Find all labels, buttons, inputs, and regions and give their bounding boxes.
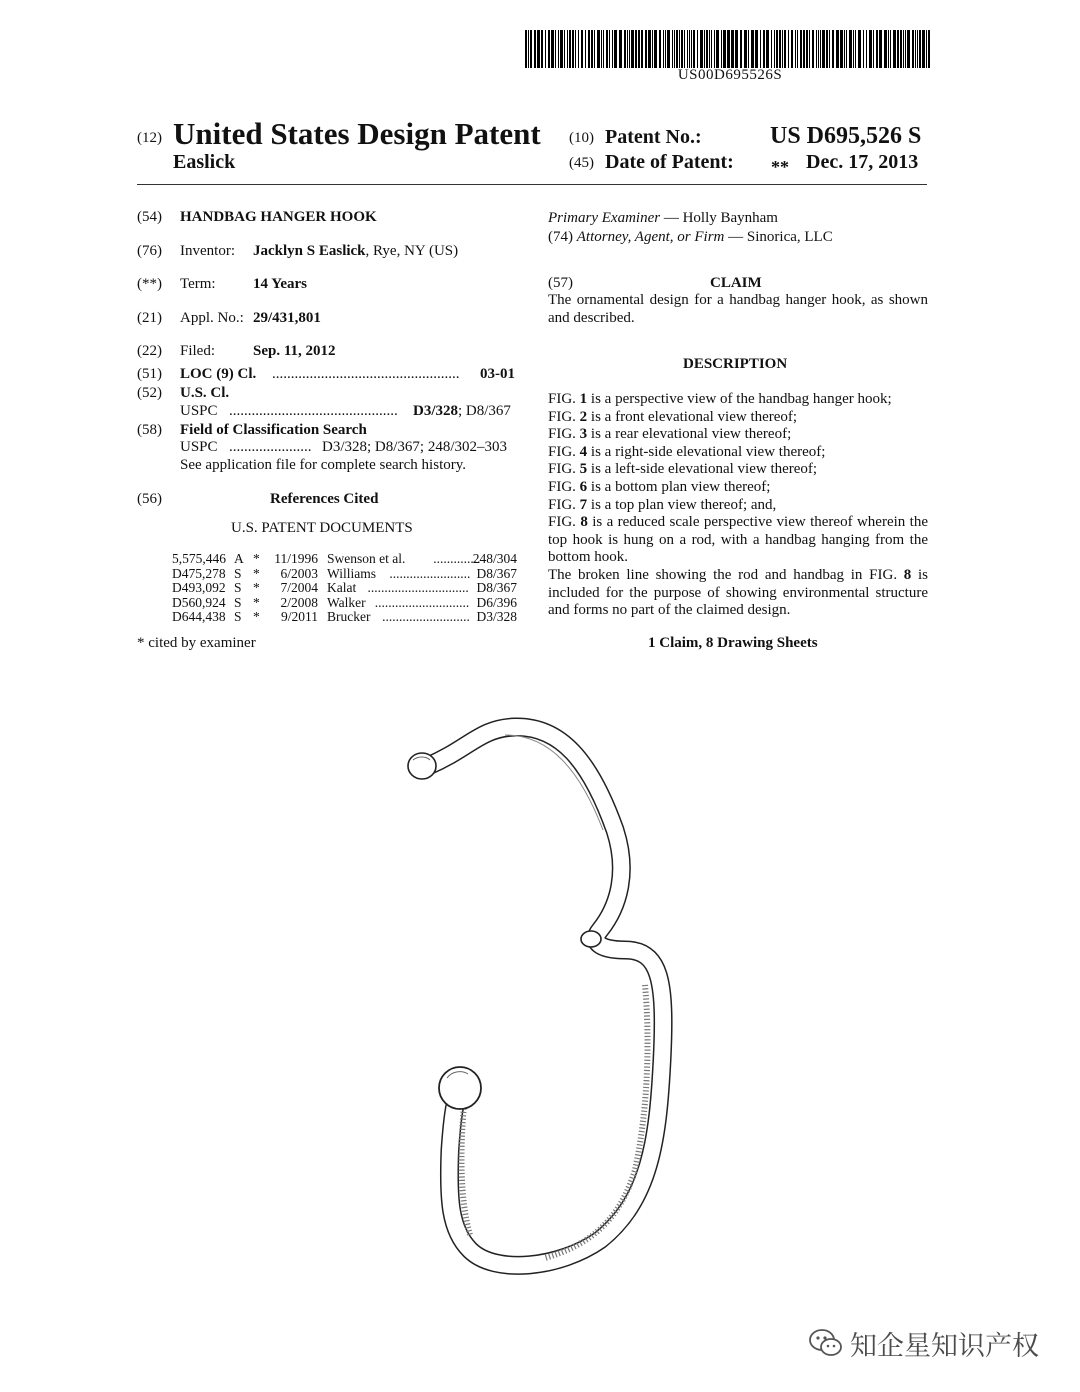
barcode-bar	[890, 30, 891, 68]
hook-shading-left	[462, 1105, 470, 1235]
reference-name: Walker	[327, 594, 366, 610]
reference-k: S	[234, 609, 242, 624]
barcode-bar	[832, 30, 834, 68]
figure-description-pre: FIG.	[548, 496, 580, 513]
barcode-bar	[631, 30, 634, 68]
figure-description-pre: FIG.	[548, 408, 580, 425]
hook-tube-outline	[428, 727, 663, 1265]
description-heading: DESCRIPTION	[683, 356, 788, 372]
barcode-bar	[797, 30, 798, 68]
barcode-bar	[629, 30, 630, 68]
reference-date: 9/2011	[281, 609, 318, 624]
barcode-bar	[849, 30, 852, 68]
barcode-bar	[748, 30, 749, 68]
hook-tube-fill	[428, 727, 663, 1265]
barcode-bar	[912, 30, 914, 68]
barcode-bar	[648, 30, 651, 68]
field-52-other-class: ; D8/367	[458, 403, 511, 419]
barcode-bar	[791, 30, 793, 68]
figure-description	[548, 479, 770, 497]
barcode-bar	[667, 30, 670, 68]
barcode-bar	[541, 30, 543, 68]
barcode-bar	[551, 30, 554, 68]
barcode-bar	[581, 30, 583, 68]
watermark-text: 知企星知识产权	[850, 1330, 1039, 1362]
barcode-bar	[564, 30, 565, 68]
fig-8-post: is a reduced scale perspective view thereof wherein the top hook is hung on a rod, with a handbag hanging from the bottom hook.	[548, 514, 928, 565]
barcode-bar	[922, 30, 925, 68]
figure-description	[548, 391, 892, 409]
cited-by-examiner-note: * cited by examiner	[137, 635, 256, 651]
barcode-bar	[735, 30, 738, 68]
reference-no: 5,575,446	[172, 551, 226, 566]
barcode-bar	[612, 30, 613, 68]
broken-line-post: is included for the purpose of showing environmental structure and forms no part of the claimed design.	[548, 567, 928, 618]
barcode-bar	[766, 30, 769, 68]
inventor-location: , Rye, NY (US)	[365, 243, 459, 259]
figure-description-n: 2	[579, 408, 588, 425]
field-22-label: Filed:	[180, 343, 216, 359]
barcode-bar	[822, 30, 825, 68]
field-54-title: HANDBAG HANGER HOOK	[180, 209, 377, 225]
figure-description-pre: FIG.	[548, 391, 580, 407]
barcode-bar	[693, 30, 695, 68]
figure-description-n: 1	[579, 391, 588, 407]
primary-examiner	[548, 210, 778, 228]
claim-heading: CLAIM	[710, 275, 762, 291]
fig-8-number: 8	[580, 514, 588, 530]
barcode-bar	[679, 30, 680, 68]
code-45: (45)	[569, 155, 594, 171]
fig-8-description	[548, 514, 928, 567]
figure-description-pre: FIG.	[548, 479, 580, 495]
barcode-bar	[731, 30, 734, 68]
barcode-bar	[572, 30, 574, 68]
figure-description-pre: FIG.	[548, 426, 580, 443]
barcode-bar	[755, 30, 758, 68]
barcode-bar	[723, 30, 726, 68]
figure-description	[548, 461, 817, 479]
barcode-bar	[706, 30, 708, 68]
barcode-bar	[545, 30, 546, 68]
broken-line-note	[548, 567, 928, 620]
bottom-ball-end	[439, 1067, 481, 1109]
barcode-bar	[788, 30, 789, 68]
figure-description	[548, 444, 825, 462]
barcode-bar	[917, 30, 918, 68]
figure-description-n: 4	[579, 443, 588, 460]
patent-type-title: United States Design Patent	[173, 116, 541, 151]
barcode-bar	[779, 30, 781, 68]
reference-date: 6/2003	[280, 565, 318, 581]
reference-k: S	[234, 565, 242, 581]
barcode-bar	[800, 30, 802, 68]
barcode-bar	[614, 30, 617, 68]
field-52-dots: .............................................	[229, 403, 398, 419]
barcode-bar	[879, 30, 882, 68]
barcode-bar	[760, 30, 761, 68]
field-74-label: Attorney, Agent, or Firm	[576, 229, 725, 245]
barcode-bar	[597, 30, 600, 68]
field-57-code: (57)	[548, 275, 573, 291]
barcode-bar	[627, 30, 628, 68]
barcode-bar	[863, 30, 864, 68]
field-58-dots: ......................	[229, 439, 312, 455]
figure-description-post: is a right-side elevational view thereof;	[587, 443, 826, 460]
field-51-dots: ..................................................	[272, 366, 460, 382]
fig-8-pre: FIG.	[548, 514, 581, 530]
patent-no-label: Patent No.:	[605, 126, 702, 148]
reference-cls: D6/396	[476, 594, 517, 610]
barcode-bar	[672, 30, 673, 68]
barcode-bar	[606, 30, 608, 68]
barcode-bar	[884, 30, 887, 68]
figure-description-n: 6	[579, 479, 588, 495]
barcode-bar	[763, 30, 765, 68]
figure-description-n: 7	[579, 496, 588, 513]
field-21-value: 29/431,801	[253, 310, 321, 326]
figure-description-post: is a front elevational view thereof;	[587, 408, 798, 425]
reference-date: 7/2004	[280, 580, 318, 595]
reference-no: D475,278	[172, 565, 226, 581]
field-74-value: — Sinorica, LLC	[724, 229, 833, 245]
reference-date: 11/1996	[274, 551, 318, 566]
barcode-bar	[836, 30, 839, 68]
figure-description-n: 5	[579, 461, 588, 478]
figure-description	[548, 497, 776, 515]
barcode-bar	[903, 30, 904, 68]
field-22-value: Sep. 11, 2012	[253, 343, 336, 359]
field-51-code: (51)	[137, 366, 162, 382]
inventor-surname: Easlick	[173, 151, 236, 173]
barcode-bar	[601, 30, 602, 68]
field-76-value	[253, 243, 458, 261]
barcode-bar	[624, 30, 626, 68]
reference-dots: ..........................	[382, 609, 470, 624]
barcode-bar	[663, 30, 664, 68]
field-58-code: (58)	[137, 422, 162, 438]
us-patent-documents-heading: U.S. PATENT DOCUMENTS	[231, 520, 413, 536]
figure-description-pre: FIG.	[548, 461, 580, 478]
kind-code-12: (12)	[137, 130, 162, 146]
barcode-bar	[659, 30, 661, 68]
code-10: (10)	[569, 130, 594, 146]
barcode-bar	[782, 30, 783, 68]
figure-description-n: 3	[579, 426, 588, 443]
reference-cls: 248/304	[472, 551, 517, 566]
barcode-bar	[803, 30, 805, 68]
barcode-bar	[721, 30, 722, 68]
reference-cls: D8/367	[476, 565, 517, 581]
barcode-bar	[525, 30, 527, 68]
reference-star: *	[253, 551, 260, 566]
barcode-bar	[846, 30, 847, 68]
barcode-bar	[594, 30, 595, 68]
field-74	[548, 229, 833, 247]
header-divider	[137, 184, 927, 185]
barcode-bar	[676, 30, 678, 68]
reference-no: D493,092	[172, 580, 226, 595]
reference-dots: ............................	[374, 594, 470, 610]
barcode-bar	[744, 30, 747, 68]
barcode-number: US00D695526S	[677, 67, 783, 83]
field-76-code: (76)	[137, 243, 162, 259]
barcode-bar	[740, 30, 742, 68]
broken-line-fig-number: 8	[903, 567, 912, 583]
barcode-bar	[689, 30, 690, 68]
barcode-bar	[709, 30, 710, 68]
field-52-uspc: USPC	[180, 403, 218, 419]
barcode-bar	[840, 30, 843, 68]
barcode-bar	[751, 30, 754, 68]
barcode-bar	[818, 30, 819, 68]
field-21-code: (21)	[137, 310, 162, 326]
field-52-primary-class: D3/328	[413, 403, 458, 419]
date-marker: **	[771, 157, 789, 177]
barcode-bar	[888, 30, 889, 68]
barcode-bar	[876, 30, 878, 68]
barcode-bar	[771, 30, 772, 68]
barcode-bar	[893, 30, 896, 68]
reference-k: S	[234, 594, 242, 610]
figure-description	[548, 426, 791, 444]
barcode-bar	[528, 30, 529, 68]
reference-dots: ..............................	[367, 580, 469, 595]
barcode-bar	[928, 30, 930, 68]
barcode-bar	[714, 30, 715, 68]
barcode-bar	[853, 30, 854, 68]
barcode-bar	[700, 30, 703, 68]
barcode-bar	[774, 30, 775, 68]
field-76-label: Inventor:	[180, 243, 235, 259]
barcode-bar	[609, 30, 610, 68]
figure-description	[548, 409, 797, 427]
field-74-code: (74)	[548, 229, 573, 245]
barcode-bar	[578, 30, 579, 68]
barcode-bar	[555, 30, 556, 68]
barcode-bar	[537, 30, 540, 68]
barcode-bar	[585, 30, 586, 68]
term-code: (**)	[137, 276, 162, 292]
barcode-bar	[645, 30, 647, 68]
reference-no: D644,438	[172, 609, 226, 624]
barcode-bar	[806, 30, 808, 68]
reference-star: *	[253, 580, 260, 595]
barcode-bar	[829, 30, 830, 68]
barcode-bar	[569, 30, 571, 68]
barcode-bar	[681, 30, 683, 68]
broken-line-pre: The broken line showing the rod and handbag in FIG.	[548, 567, 904, 583]
field-52-code: (52)	[137, 385, 162, 401]
field-51-value: 03-01	[480, 366, 515, 382]
claim-text: The ornamental design for a handbag hanger hook, as shown and described.	[548, 292, 928, 326]
barcode-bar	[900, 30, 902, 68]
reference-dots: ........................	[389, 565, 471, 581]
reference-k: S	[234, 580, 242, 595]
barcode-bar	[915, 30, 916, 68]
hook-kink	[581, 931, 601, 947]
reference-name: Brucker	[327, 609, 371, 624]
reference-name: Williams	[327, 565, 376, 581]
watermark	[808, 1322, 1039, 1364]
date-of-patent: Dec. 17, 2013	[806, 151, 919, 173]
field-21-label: Appl. No.:	[180, 310, 244, 326]
barcode-bar	[684, 30, 685, 68]
barcode-bar	[619, 30, 622, 68]
field-58-uspc: USPC	[180, 439, 218, 455]
barcode-bar	[855, 30, 856, 68]
reference-no: D560,924	[172, 594, 226, 610]
field-52-label: U.S. Cl.	[180, 385, 230, 401]
barcode-bar	[844, 30, 845, 68]
barcode-bar	[591, 30, 593, 68]
reference-dots: ..............	[433, 551, 481, 566]
hanger-hook-drawing	[380, 700, 710, 1300]
figure-description-pre: FIG.	[548, 443, 580, 460]
barcode-bar	[816, 30, 817, 68]
reference-name: Swenson et al.	[327, 551, 406, 566]
barcode-bar	[704, 30, 705, 68]
reference-star: *	[253, 609, 260, 624]
claims-summary: 1 Claim, 8 Drawing Sheets	[648, 635, 818, 651]
patent-number: US D695,526 S	[770, 123, 922, 149]
barcode-bar	[926, 30, 927, 68]
barcode-bar	[858, 30, 861, 68]
barcode-bar	[575, 30, 576, 68]
field-56-label: References Cited	[270, 491, 379, 507]
barcode-bar	[603, 30, 604, 68]
barcode-bar	[826, 30, 828, 68]
barcode	[525, 30, 930, 68]
barcode-bar	[697, 30, 698, 68]
reference-k: A	[234, 551, 244, 566]
barcode-bar	[665, 30, 666, 68]
primary-examiner-name: — Holly Baynham	[660, 210, 778, 226]
barcode-bar	[567, 30, 568, 68]
barcode-bar	[907, 30, 910, 68]
date-of-patent-label: Date of Patent:	[605, 151, 734, 173]
barcode-bar	[691, 30, 692, 68]
barcode-bar	[534, 30, 536, 68]
barcode-bar	[588, 30, 590, 68]
figure-description-post: is a rear elevational view thereof;	[587, 426, 792, 443]
field-58-label: Field of Classification Search	[180, 422, 367, 438]
barcode-bar	[812, 30, 814, 68]
reference-name: Kalat	[327, 580, 357, 595]
term-value: 14 Years	[253, 276, 308, 292]
reference-star: *	[253, 594, 260, 610]
field-52-value	[413, 403, 511, 421]
barcode-bar	[866, 30, 867, 68]
barcode-bar	[795, 30, 796, 68]
reference-date: 2/2008	[280, 594, 318, 610]
barcode-bar	[809, 30, 810, 68]
field-56-code: (56)	[137, 491, 162, 507]
barcode-bar	[820, 30, 821, 68]
reference-cls: D3/328	[476, 609, 517, 624]
inventor-name: Jacklyn S Easlick	[253, 243, 366, 259]
figure-description-post: is a left-side elevational view thereof;	[587, 461, 818, 478]
barcode-bar	[687, 30, 688, 68]
barcode-bar	[558, 30, 559, 68]
field-22-code: (22)	[137, 343, 162, 359]
barcode-bar	[548, 30, 550, 68]
barcode-bar	[727, 30, 730, 68]
figure-description-post: is a top plan view thereof; and,	[587, 496, 777, 513]
barcode-bar	[560, 30, 563, 68]
barcode-bar	[711, 30, 712, 68]
barcode-bar	[784, 30, 786, 68]
barcode-bar	[919, 30, 921, 68]
barcode-bar	[905, 30, 906, 68]
wechat-icon	[808, 1328, 844, 1358]
barcode-bar	[638, 30, 640, 68]
field-54-code: (54)	[137, 209, 162, 225]
barcode-bar	[652, 30, 653, 68]
barcode-bar	[897, 30, 899, 68]
reference-star: *	[253, 565, 260, 581]
barcode-bar	[869, 30, 872, 68]
term-label: Term:	[180, 276, 216, 292]
barcode-bar	[635, 30, 637, 68]
figure-description-post: is a bottom plan view thereof;	[587, 479, 771, 495]
barcode-bar	[654, 30, 657, 68]
barcode-bar	[530, 30, 532, 68]
barcode-bar	[873, 30, 874, 68]
barcode-bar	[716, 30, 719, 68]
field-58-value: D3/328; D8/367; 248/302–303	[322, 439, 508, 455]
barcode-bar	[641, 30, 643, 68]
field-51-label: LOC (9) Cl.	[180, 366, 257, 382]
primary-examiner-label: Primary Examiner	[548, 210, 661, 226]
reference-cls: D8/367	[476, 580, 517, 595]
field-58-note: See application file for complete search history.	[180, 457, 467, 473]
barcode-bar	[674, 30, 675, 68]
figure-description-post: is a perspective view of the handbag hanger hook;	[587, 391, 892, 407]
barcode-bar	[776, 30, 778, 68]
